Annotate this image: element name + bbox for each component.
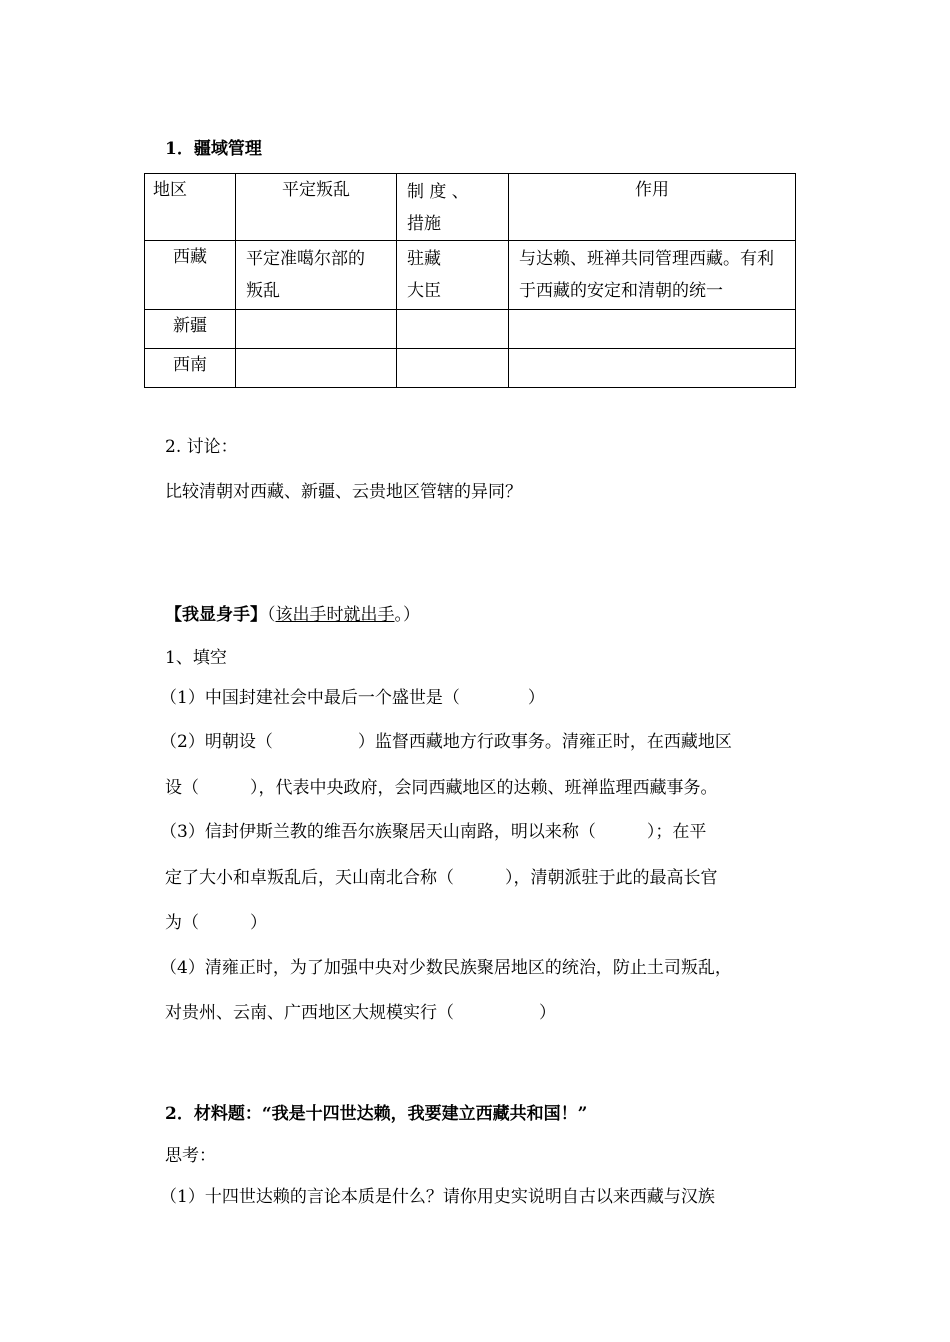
header-region: 地区 xyxy=(145,174,236,241)
cell-quell xyxy=(236,349,397,388)
section-heading-discussion: 2. 讨论： xyxy=(165,437,238,457)
table-row xyxy=(145,241,796,310)
question-2-line2: 设（ ），代表中央政府，会同西藏地区的达赖、班禅监理西藏事务。 xyxy=(165,778,718,798)
cell-quell xyxy=(236,310,397,349)
cell-system xyxy=(397,241,509,310)
think-label: 思考： xyxy=(165,1146,216,1166)
header-system-line1: 制 度 、 xyxy=(407,182,469,202)
question-3-line1: （3）信封伊斯兰教的维吾尔族聚居天山南路，明以来称（ ）；在平 xyxy=(160,822,707,842)
cell-system xyxy=(397,310,509,349)
cell-effect-line2: 于西藏的安定和清朝的统一 xyxy=(519,281,723,301)
cell-region: 新疆 xyxy=(145,310,236,349)
material-heading: 2．材料题：“我是十四世达赖，我要建立西藏共和国！” xyxy=(165,1104,588,1124)
cell-system-line1: 驻藏 xyxy=(407,249,441,269)
fill-blank-heading: 1、填空 xyxy=(165,648,227,668)
cell-region: 西藏 xyxy=(145,241,236,310)
cell-effect xyxy=(509,349,796,388)
header-system xyxy=(397,174,509,241)
question-4-line1: （4）清雍正时，为了加强中央对少数民族聚居地区的统治，防止土司叛乱， xyxy=(160,958,732,978)
table-row xyxy=(145,310,796,349)
header-effect: 作用 xyxy=(509,174,796,241)
header-quell: 平定叛乱 xyxy=(236,174,397,241)
material-question-1: （1）十四世达赖的言论本质是什么？请你用史实说明自古以来西藏与汉族 xyxy=(160,1187,715,1207)
cell-effect-line1: 与达赖、班禅共同管理西藏。有利 xyxy=(519,249,774,269)
territory-table xyxy=(144,173,796,388)
section-heading-territory: 1．疆域管理 xyxy=(165,139,262,159)
question-2-line1: （2）明朝设（ ）监督西藏地方行政事务。清雍正时，在西藏地区 xyxy=(160,732,732,752)
practice-subtitle-close: 。） xyxy=(394,605,420,625)
question-1: （1）中国封建社会中最后一个盛世是（ ） xyxy=(160,688,545,708)
practice-title: 【我显身手】 xyxy=(165,605,267,625)
practice-subtitle: 该出手时就出手 xyxy=(275,605,395,625)
practice-heading xyxy=(165,600,420,625)
header-system-line2: 措施 xyxy=(407,214,441,234)
table-row xyxy=(145,349,796,388)
cell-quell-line2: 叛乱 xyxy=(246,281,280,301)
cell-quell-line1: 平定准噶尔部的 xyxy=(246,249,365,269)
cell-region: 西南 xyxy=(145,349,236,388)
table-header-row xyxy=(145,174,796,241)
question-3-line3: 为（ ） xyxy=(165,913,267,933)
practice-subtitle-open: （ xyxy=(267,605,276,625)
discussion-question: 比较清朝对西藏、新疆、云贵地区管辖的异同？ xyxy=(165,482,522,502)
question-3-line2: 定了大小和卓叛乱后，天山南北合称（ ），清朝派驻于此的最高长官 xyxy=(165,868,718,888)
cell-system-line2: 大臣 xyxy=(407,281,441,301)
question-4-line2: 对贵州、云南、广西地区大规模实行（ ） xyxy=(165,1003,556,1023)
cell-system xyxy=(397,349,509,388)
cell-effect xyxy=(509,310,796,349)
cell-effect xyxy=(509,241,796,310)
cell-quell xyxy=(236,241,397,310)
